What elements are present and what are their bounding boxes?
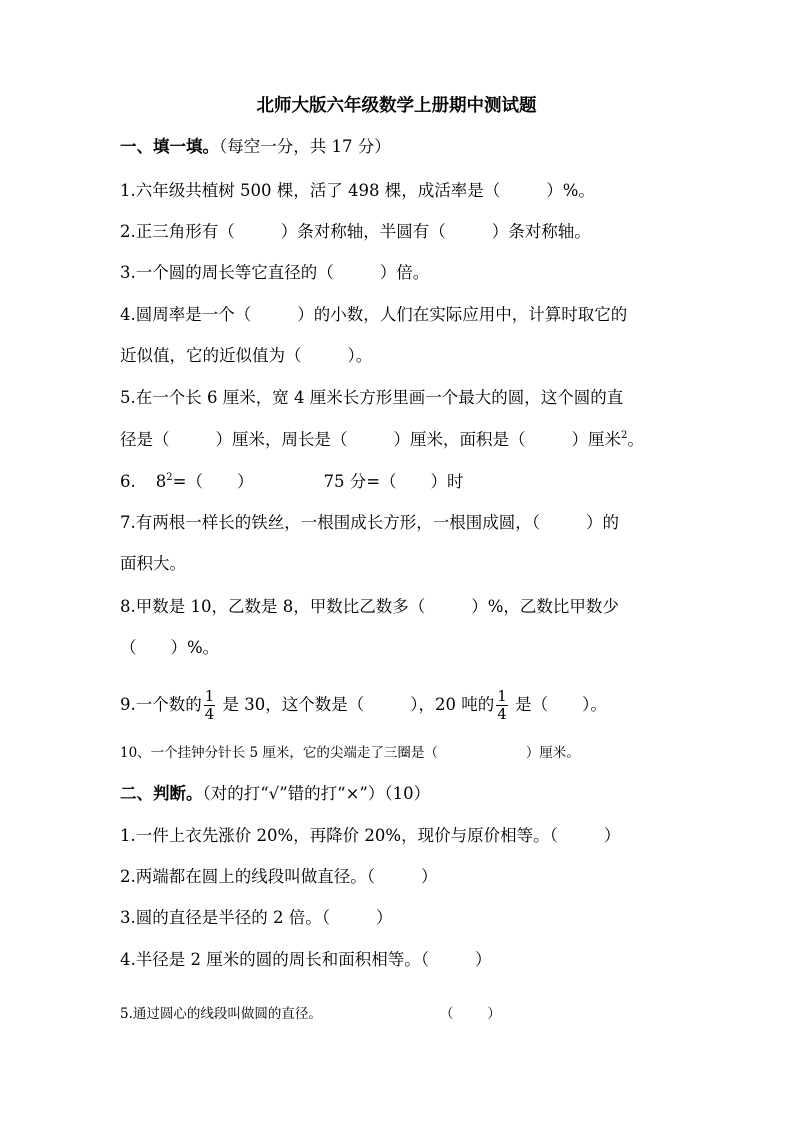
question-text: 5.通过圆心的线段叫做圆的直径。 xyxy=(120,1006,322,1022)
question-text: （ xyxy=(439,1006,454,1022)
section-1-heading: 一、填一填。 xyxy=(120,137,219,156)
question-text: ）厘米，周长是（ xyxy=(215,430,348,449)
question-text: ）条对称轴。 xyxy=(491,222,591,241)
question-text: 7.有两根一样长的铁丝，一根围成长方形，一根围成圆，（ xyxy=(120,513,540,532)
question-text: 近似值，它的近似值为（ xyxy=(120,346,302,365)
fraction-numerator: 1 xyxy=(204,687,215,705)
question-text: 2.正三角形有（ xyxy=(120,222,235,241)
section-1-header xyxy=(120,136,391,158)
question-2-3 xyxy=(120,907,392,929)
question-text: 5.在一个长 6 厘米，宽 4 厘米长方形里画一个最大的圆，这个圆的直 xyxy=(120,388,624,407)
question-1-8-line-1 xyxy=(120,596,619,618)
question-text: ）。 xyxy=(347,346,373,365)
question-text: 1.六年级共植树 500 棵，活了 498 棵，成活率是（ xyxy=(120,181,501,200)
section-2-note: （对的打“√”错的打“×”）（10） xyxy=(202,784,431,803)
question-text: ）%，乙数比甲数少 xyxy=(471,597,619,616)
question-text: ）%。 xyxy=(170,638,220,657)
section-2-header xyxy=(120,783,430,805)
question-1-4-line-2 xyxy=(120,345,372,367)
question-text: ）的 xyxy=(586,513,619,532)
question-text: 9.一个数的 xyxy=(120,695,202,714)
superscript: 2 xyxy=(621,430,628,441)
superscript: 2 xyxy=(166,472,173,483)
question-text: ） xyxy=(375,908,393,927)
question-text: ）%。 xyxy=(546,181,595,200)
question-text: =（ xyxy=(172,472,203,491)
fraction-numerator: 1 xyxy=(497,687,507,705)
question-text: 1.一件上衣先涨价 20%，再降价 20%，现价与原价相等。（ xyxy=(120,826,558,845)
question-text: ） xyxy=(236,472,254,491)
question-1-7-line-1 xyxy=(120,512,619,534)
question-text: ），20 吨的 xyxy=(410,695,495,714)
question-1-10 xyxy=(120,742,580,764)
question-text: （ xyxy=(120,638,137,657)
question-text: ）时 xyxy=(430,472,464,491)
question-text: 75 分=（ xyxy=(323,472,397,491)
question-text: ） xyxy=(603,826,621,845)
question-number: 6. xyxy=(120,472,136,491)
question-text: ）厘米 xyxy=(571,430,621,449)
question-text: 。 xyxy=(627,430,644,449)
question-text: ）。 xyxy=(582,695,607,714)
fraction-denominator: 4 xyxy=(497,705,507,723)
question-text: 8.甲数是 10，乙数是 8，甲数比乙数多（ xyxy=(120,597,426,616)
question-2-2 xyxy=(120,866,438,888)
fraction-denominator: 4 xyxy=(204,705,215,723)
question-1-7-line-2 xyxy=(120,553,186,575)
question-text: 2.两端都在圆上的线段叫做直径。（ xyxy=(120,867,375,886)
section-1-note: （每空一分，共 17 分） xyxy=(219,137,391,156)
question-2-1 xyxy=(120,825,620,847)
question-text: ） xyxy=(421,867,438,886)
question-1-2 xyxy=(120,221,591,243)
question-1-8-line-2 xyxy=(120,637,219,659)
question-1-9 xyxy=(120,688,607,723)
question-text: 是（ xyxy=(515,695,549,714)
question-text: 4.圆周率是一个（ xyxy=(120,305,252,324)
question-text: ）厘米，面积是（ xyxy=(393,430,526,449)
question-1-6 xyxy=(120,471,464,493)
question-1-5-line-1 xyxy=(120,387,623,409)
question-text: 4.半径是 2 厘米的圆的周长和面积相等。（ xyxy=(120,950,429,969)
question-1-5-line-2 xyxy=(120,429,644,451)
question-text: ）倍。 xyxy=(379,263,430,282)
question-text: 面积大。 xyxy=(120,554,186,573)
question-1-4-line-1 xyxy=(120,304,627,326)
question-text: ）条对称轴，半圆有（ xyxy=(280,222,446,241)
fraction-one-quarter xyxy=(496,688,508,723)
page-title: 北师大版六年级数学上册期中测试题 xyxy=(256,96,537,116)
question-text: 径是（ xyxy=(120,430,170,449)
question-text: 10、一个挂钟分针长 5 厘米，它的尖端走了三圈是（ xyxy=(120,745,438,761)
question-text: ） xyxy=(474,950,492,969)
question-2-5 xyxy=(120,1003,501,1025)
question-text: ）的小数，人们在实际应用中，计算时取它的 xyxy=(297,305,628,324)
question-text: 是 30，这个数是（ xyxy=(222,695,365,714)
question-text: ） xyxy=(487,1006,501,1022)
question-text: ）厘米。 xyxy=(525,745,580,761)
section-2-heading: 二、判断。 xyxy=(120,784,203,803)
question-1-1 xyxy=(120,180,595,202)
question-text: 8 xyxy=(155,472,167,491)
question-1-3 xyxy=(120,262,429,284)
question-2-4 xyxy=(120,949,491,971)
fraction-one-quarter xyxy=(204,688,216,723)
question-text: 3.一个圆的周长等它直径的（ xyxy=(120,263,334,282)
question-text: 3.圆的直径是半径的 2 倍。（ xyxy=(120,908,330,927)
